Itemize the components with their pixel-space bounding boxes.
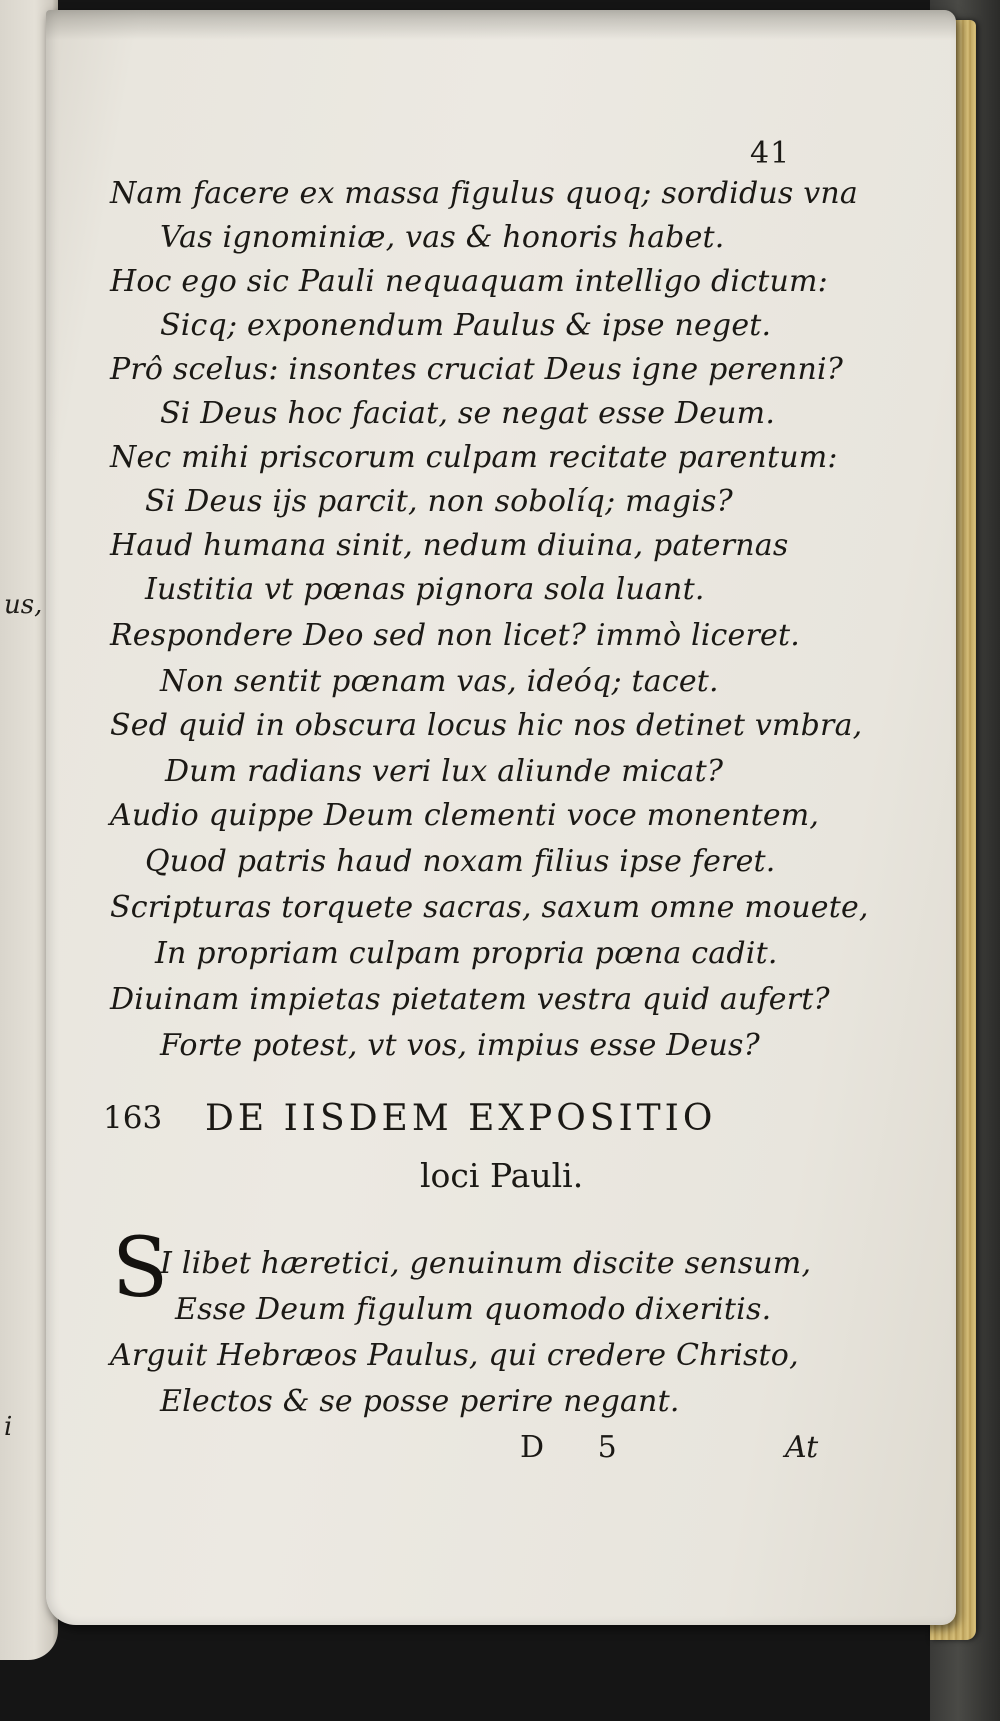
left-page-fragment: us,: [4, 590, 43, 620]
verse-line: Quod patris haud noxam filius ipse feret.: [145, 844, 776, 879]
verse-line: Sed quid in obscura locus hic nos detinet vmbra,: [110, 708, 863, 743]
left-page-fragment: i: [4, 1412, 13, 1442]
verse-line: Nam facere ex massa figulus quoq; sordidus vna: [110, 176, 858, 211]
verse-line: Dum radians veri lux aliunde micat?: [165, 754, 724, 789]
verse-line: Nec mihi priscorum culpam recitate parentum:: [110, 440, 838, 475]
verse-line: Si Deus ijs parcit, non sobolíq; magis?: [145, 484, 733, 519]
verse-line: Electos & se posse perire negant.: [160, 1384, 680, 1419]
verse-line: Haud humana sinit, nedum diuina, paternas: [110, 528, 789, 563]
verse-line: Sicq; exponendum Paulus & ipse neget.: [160, 308, 772, 343]
verse-line: Vas ignominiæ, vas & honoris habet.: [160, 220, 725, 255]
verse-line: Non sentit pœnam vas, ideóq; tacet.: [160, 664, 719, 699]
signature-mark: D 5: [520, 1430, 639, 1465]
verse-line: Arguit Hebræos Paulus, qui credere Christo,: [110, 1338, 799, 1373]
verse-line: Prô scelus: insontes cruciat Deus igne perenni?: [110, 352, 844, 387]
verse-line: Iustitia vt pœnas pignora sola luant.: [145, 572, 705, 607]
verse-line: Esse Deum figulum quomodo dixeritis.: [175, 1292, 772, 1327]
section-subheading: loci Pauli.: [420, 1156, 584, 1195]
verse-line: Si Deus hoc faciat, se negat esse Deum.: [160, 396, 776, 431]
catchword: At: [785, 1430, 819, 1465]
verse-line: Scripturas torquete sacras, saxum omne mouete,: [110, 890, 869, 925]
verse-line: Respondere Deo sed non licet? immò liceret.: [110, 618, 800, 653]
verse-line: I libet hæretici, genuinum discite sensum,: [160, 1246, 812, 1281]
page-number: 41: [750, 136, 791, 171]
verse-line: Hoc ego sic Pauli nequaquam intelligo dictum:: [110, 264, 828, 299]
verse-line: Diuinam impietas pietatem vestra quid aufert?: [110, 982, 830, 1017]
verse-line: In propriam culpam propria pœna cadit.: [155, 936, 778, 971]
section-heading: DE IISDEM EXPOSITIO: [205, 1098, 717, 1139]
verse-line: Audio quippe Deum clementi voce monentem,: [110, 798, 820, 833]
verse-line: Forte potest, vt vos, impius esse Deus?: [160, 1028, 760, 1063]
drop-cap: S: [112, 1221, 169, 1316]
section-number: 163: [103, 1100, 163, 1136]
page-shadow: [46, 10, 956, 40]
